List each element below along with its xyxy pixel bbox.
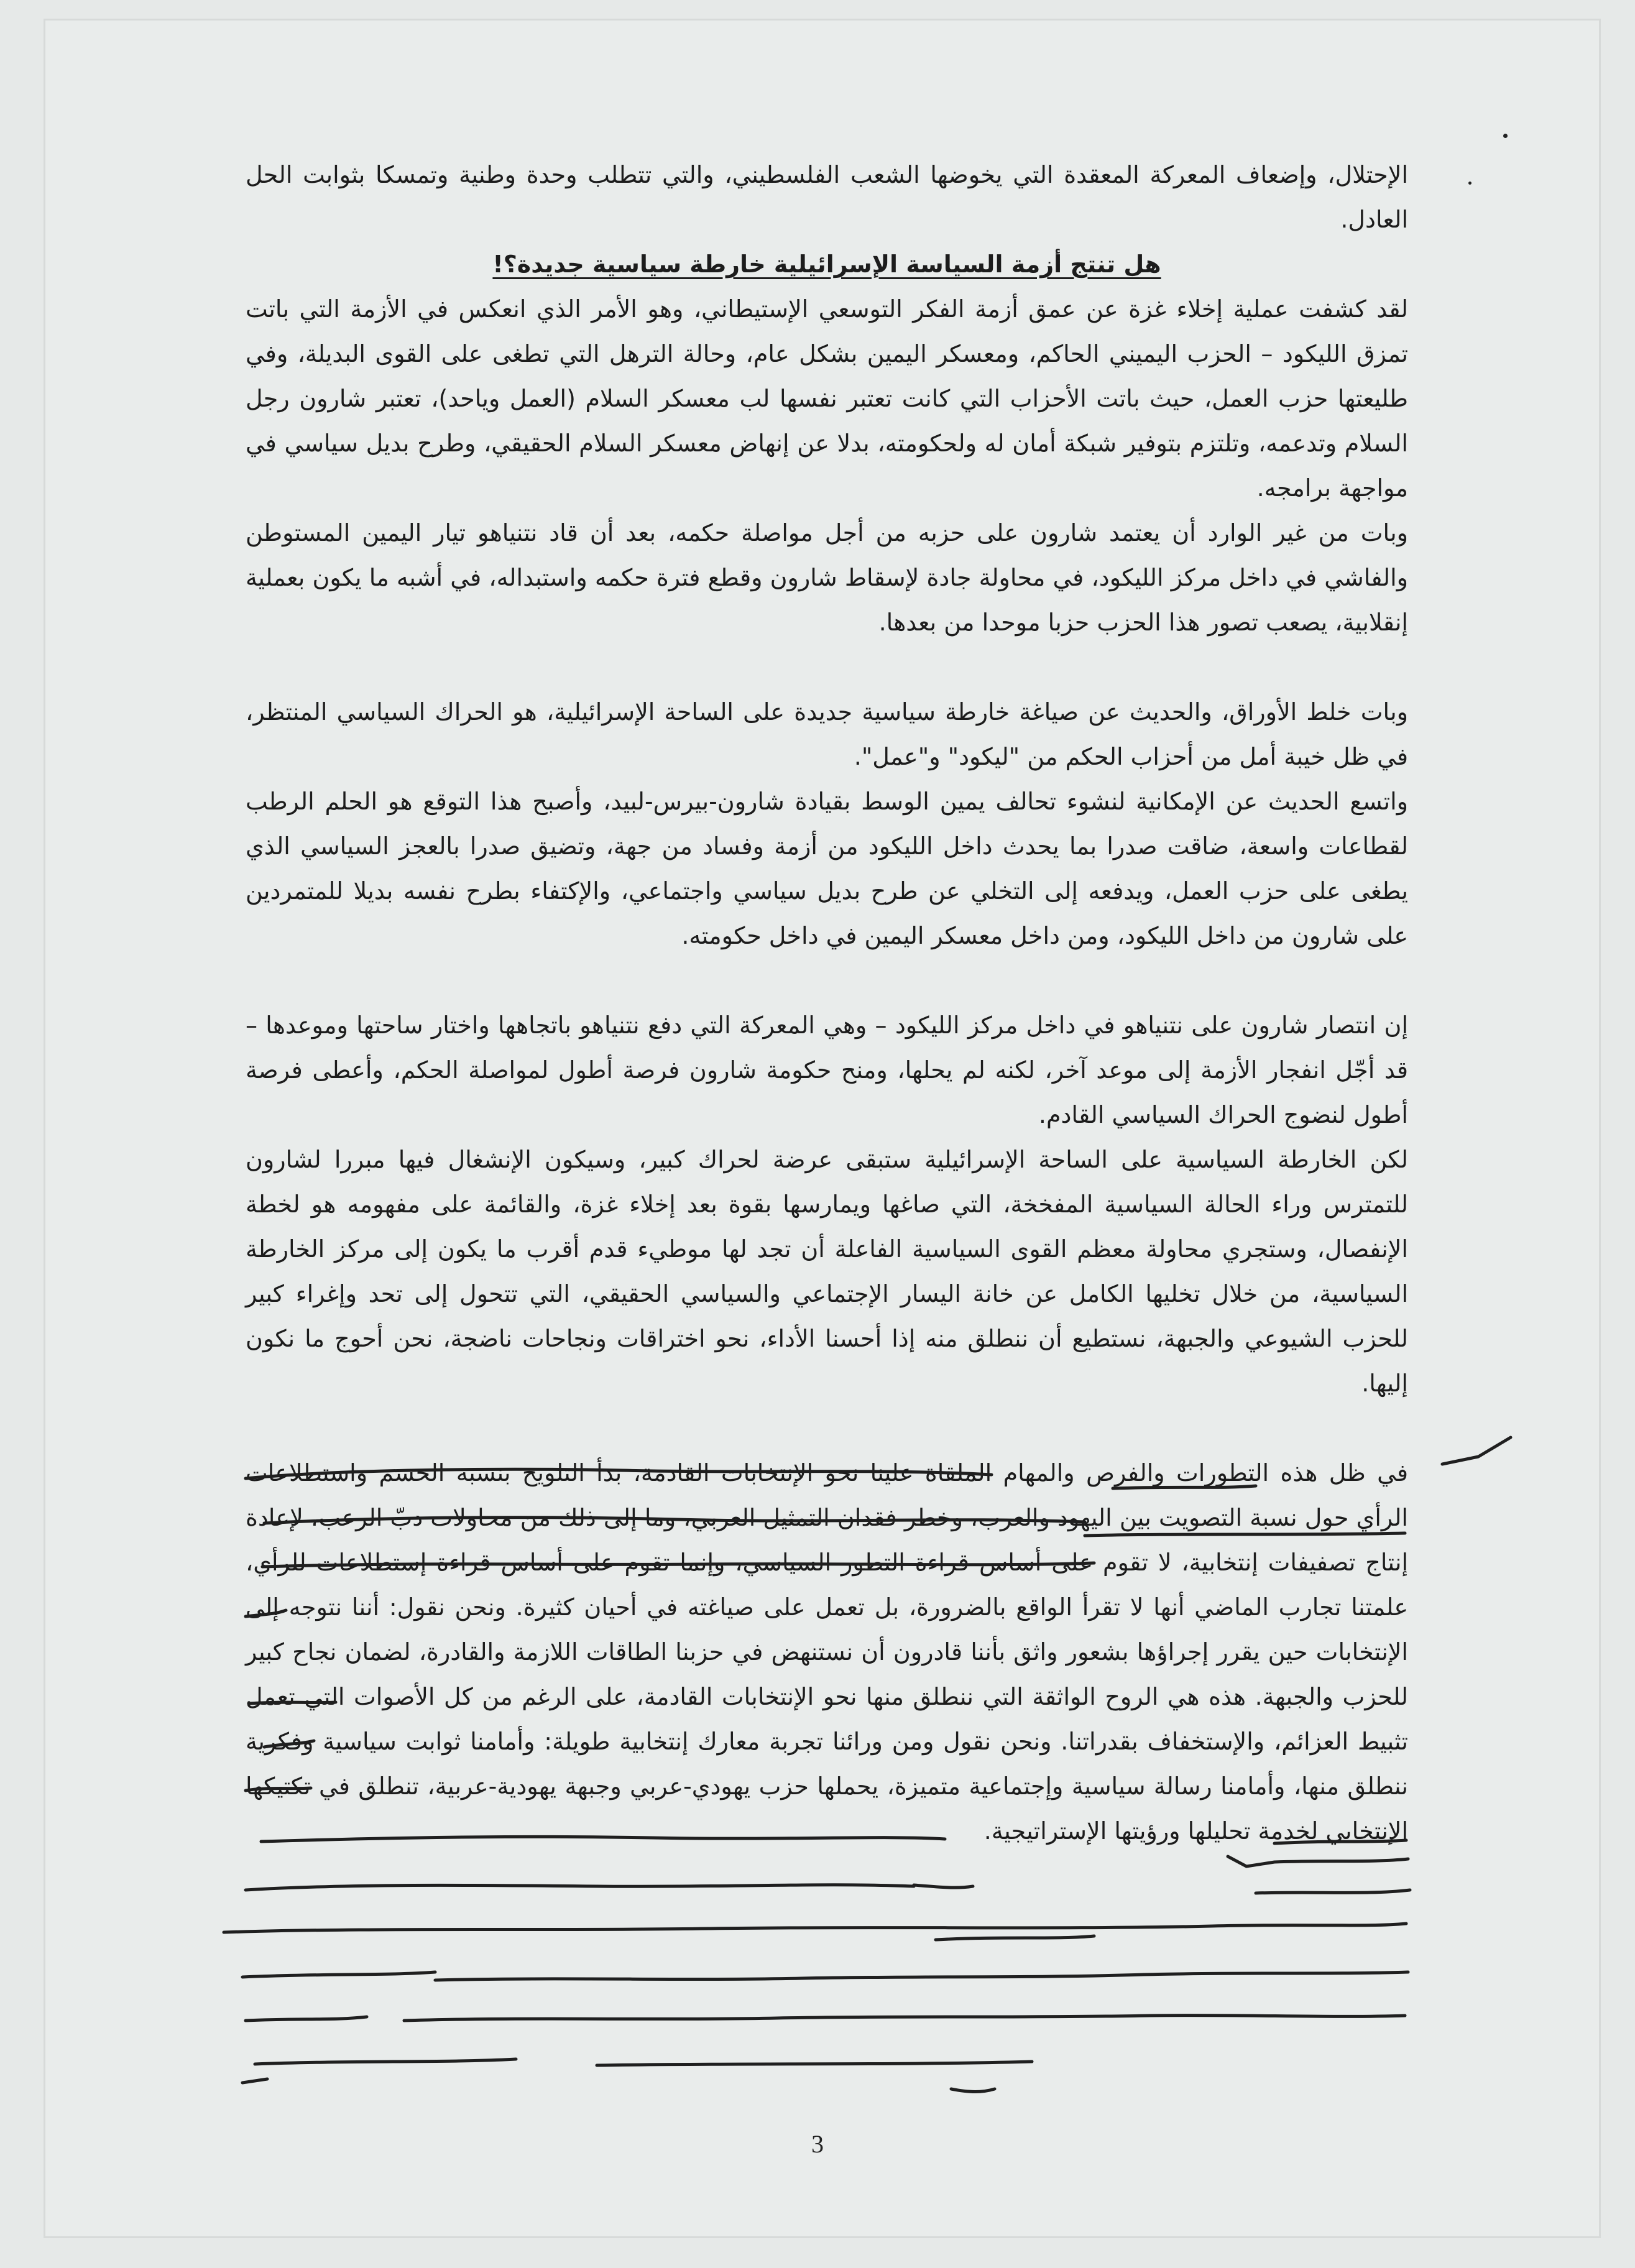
- paragraph-continuation: الإحتلال، وإضعاف المعركة المعقدة التي يخوضها الشعب الفلسطيني، والتي تتطلب وحدة وطنية وتمسكا بثوابت الحل العادل.: [246, 161, 1408, 233]
- paragraph-gap: [246, 645, 1408, 689]
- paragraph: لقد كشفت عملية إخلاء غزة عن عمق أزمة الفكر التوسعي الإستيطاني، وهو الأمر الذي انعكس في الأزمة التي باتت تمزق الليكود – الحزب اليميني الحاكم، ومعسكر اليمين بشكل عام، وحالة الترهل التي تطغى على القوى البديلة، وفي طليعتها حزب العمل، حيث باتت الأحزاب التي كانت تعتبر نفسها لب معسكر السلام (العمل وياحد)، تعتبر شارون رجل السلام وتدعمه، وتلتزم بتوفير شبكة أمان له ولحكومته، بدلا عن إنهاض معسكر السلام الحقيقي، وطرح بديل سياسي في مواجهة برامجه.: [246, 295, 1408, 502]
- ink-dot-mark: [1503, 134, 1508, 138]
- paragraph-gap: [246, 958, 1408, 1003]
- document-body: [246, 152, 1408, 1853]
- paragraph: وبات خلط الأوراق، والحديث عن صياغة خارطة سياسية جديدة على الساحة الإسرائيلية، هو الحراك السياسي المنتظر، في ظل خيبة أمل من أحزاب الحكم من "ليكود" و"عمل".: [246, 698, 1408, 770]
- paragraph: في ظل هذه التطورات والفرص والمهام الملقاة علينا نحو الإنتخابات القادمة، بدأ التلويح بنسبة الحسم واستطلاعات الرأي حول نسبة التصويت بين اليهود والعرب، وخطر فقدان التمثيل العربي، وما إلى ذلك من محاولات دبّ الرعب، لإعادة إنتاج تصفيفات إنتخابية، لا تقوم على أساس قراءة التطور السياسي، وإنما تقوم على أساس قراءة إستطلاعات للرأي، علمتنا تجارب الماضي أنها لا تقرأ الواقع بالضرورة، بل تعمل على صياغته في أحيان كثيرة. ونحن نقول: أننا نتوجه إلى الإنتخابات حين يقرر إجراؤها بشعور واثق بأننا قادرون أن نستنهض في حزبنا الطاقات اللازمة والقادرة، لضمان نجاح كبير للحزب والجبهة. هذه هي الروح الواثقة التي ننطلق منها نحو الإنتخابات القادمة، على الرغم من كل الأصوات التي تعمل تثبيط العزائم، والإستخفاف بقدراتنا. ونحن نقول ومن ورائنا تجربة معارك إنتخابية طويلة: وأمامنا ثوابت سياسية وفكرية ننطلق منها، وأمامنا رسالة سياسية وإجتماعية متميزة، يحملها حزب يهودي-عربي وجبهة يهودية-عربية، تنطلق في تكتيكها الإنتخابي لخدمة تحليلها ورؤيتها الإستراتيجية.: [246, 1459, 1408, 1845]
- paragraph: وبات من غير الوارد أن يعتمد شارون على حزبه من أجل مواصلة حكمه، بعد أن قاد نتنياهو تيار اليمين المستوطن والفاشي في داخل مركز الليكود، في محاولة جادة لإسقاط شارون وقطع فترة حكمه واستبداله، في أشبه ما يكون بعملية إنقلابية، يصعب تصور هذا الحزب حزبا موحدا من بعدها.: [246, 519, 1408, 636]
- section-heading: هل تنتج أزمة السياسة الإسرائيلية خارطة سياسية جديدة؟!: [492, 251, 1161, 278]
- paragraph: لكن الخارطة السياسية على الساحة الإسرائيلية ستبقى عرضة لحراك كبير، وسيكون الإنشغال فيها مبررا لشارون للتمترس وراء الحالة السياسية المفخخة، التي صاغها ويمارسها بقوة بعد إخلاء غزة، والقائمة على مفهومه هو لخطة الإنفصال، وستجري محاولة معظم القوى السياسية الفاعلة أن تجد لها موطيء قدم أقرب ما يكون إلى مركز الخارطة السياسية، من خلال تخليها الكامل عن خانة اليسار الإجتماعي والسياسي الحقيقي، التي تتحول إلى تحد وإغراء كبير للحزب الشيوعي والجبهة، نستطيع أن ننطلق منه إذا أحسنا الأداء، نحو اختراقات ونجاحات ناضجة، نحن أحوج ما نكون إليها.: [246, 1146, 1408, 1397]
- paragraph: واتسع الحديث عن الإمكانية لنشوء تحالف يمين الوسط بقيادة شارون-بيرس-لبيد، وأصبح هذا التوقع هو الحلم الرطب لقطاعات واسعة، ضاقت صدرا بما يحدث داخل الليكود من أزمة وفساد من جهة، وتضيق صدرا بالعجز السياسي الذي يطغى على حزب العمل، ويدفعه إلى التخلي عن طرح بديل سياسي واجتماعي، والإكتفاء بطرح نفسه بديلا للمتمردين على شارون من داخل الليكود، ومن داخل معسكر اليمين في داخل حكومته.: [246, 788, 1408, 949]
- paragraph: إن انتصار شارون على نتنياهو في داخل مركز الليكود – وهي المعركة التي دفع نتنياهو باتجاهها واختار ساحتها وموعدها – قد أجّل انفجار الأزمة إلى موعد آخر، لكنه لم يحلها، ومنح حكومة شارون فرصة أطول لمواصلة الحكم، وأعطى فرصة أطول لنضوج الحراك السياسي القادم.: [246, 1012, 1408, 1128]
- paragraph-gap: [246, 1406, 1408, 1450]
- ink-dot-mark: [1468, 182, 1472, 185]
- page-number: 3: [811, 2130, 824, 2158]
